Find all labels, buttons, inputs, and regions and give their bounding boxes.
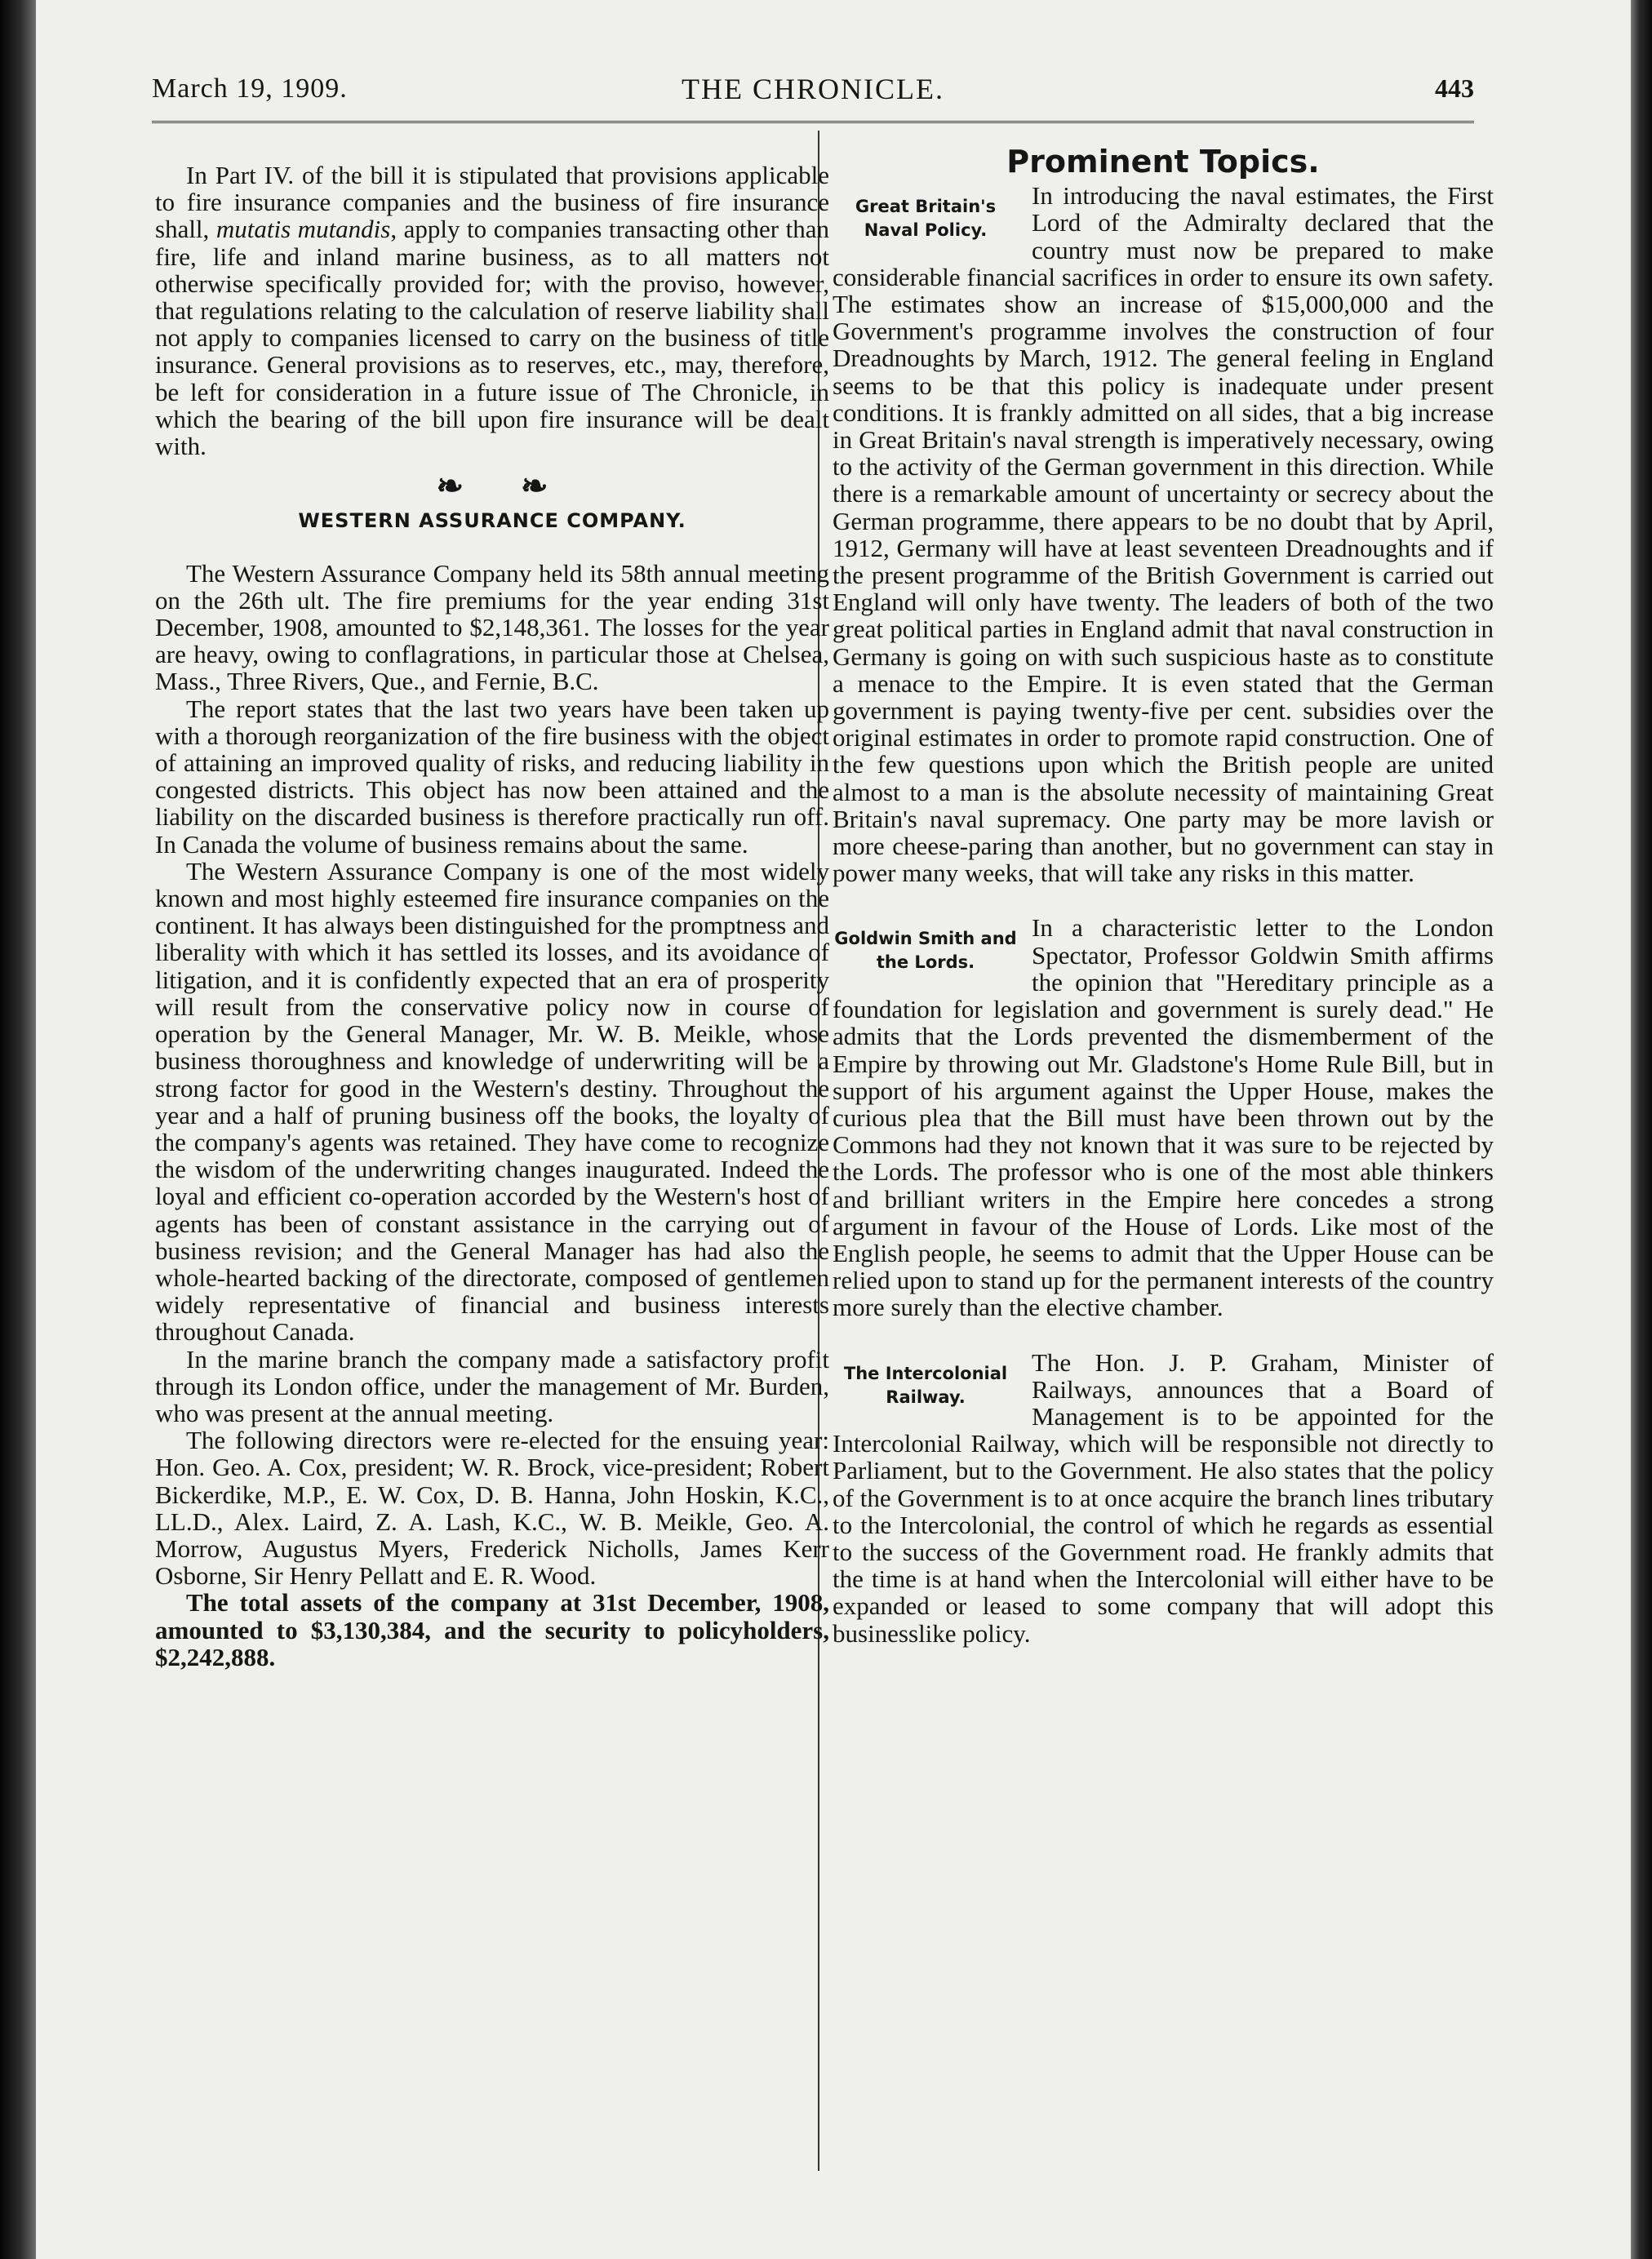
intro-text-italic: mutatis mutandis [215, 215, 391, 244]
article-paragraph: In the marine branch the company made a satisfactory profit through its London office, under the management of Mr. Burden, who was present at the annual meeting. [155, 1344, 829, 1427]
topic-block [833, 914, 1494, 1320]
publication-title: THE CHRONICLE. [682, 73, 944, 105]
article-paragraph: The report states that the last two years have been taken up with a thorough reorganization of the fire business with the object of attaining an improved quality of risks, and reducing liability in congested districts. This object has now been attained and the liability on the discarded business is therefore practically run off. In Canada the volume of business remains about the same. [155, 694, 829, 859]
issue-date: March 19, 1909. [152, 73, 348, 104]
topic-text: In introducing the naval estimates, the First Lord of the Admiralty declared that the country must now be prepared to make considerable financial sacrifices in order to ensure its own safety. The estimates show an increase of $15,000,000 and the Government's programme involves the construction of four Dreadnoughts by March, 1912. The general feeling in England seems to be that this policy is inadequate under present conditions. It is frankly admitted on all sides, that a big increase in Great Britain's naval strength is imperatively necessary, owing to the activity of the German government in this direction. While there is a remarkable amount of uncertainty or secrecy about the German programme, there appears to be no doubt that by April, 1912, Germany will have at least seventeen Dreadnoughts and if the present programme of the British Government is carried out England will only have twenty. The leaders of both of the two great political parties in England admit that naval construction in Germany is going on with such suspicious haste as to constitute a menace to the Empire. It is even stated that the German government is paying twenty-five per cent. subsidies over the original estimates in order to promote rapid construction. One of the few questions upon which the British people are united almost to a man is the absolute necessity of maintaining Great Britain's naval supremacy. One party may be more lavish or more cheese-paring than another, but no government can stay in power many weeks, that will take any risks in this matter. [833, 181, 1494, 888]
page-header [152, 72, 1474, 114]
topic-block [833, 182, 1494, 886]
topic-sidehead: Great Britain's Naval Policy. [855, 197, 997, 241]
topic-sidehead: Goldwin Smith and the Lords. [834, 929, 1017, 973]
topic-text: In a characteristic letter to the London Spectator, Professor Goldwin Smith affirms the opinion that "Hereditary principle as a foundation for legislation and government is surely dead." He admits that the Lords prevented the dismemberment of the Empire by throwing out Mr. Gladstone's Home Rule Bill, but in support of his argument against the Upper House, makes the curious plea that the Bill must have been thrown out by the Commons had they not known that it was sure to be rejected by the Lords. The professor who is one of the most able thinkers and brilliant writers in the Empire here concedes a strong argument in favour of the House of Lords. Like most of the English people, he seems to admit that the Upper House can be relied upon to stand up for the permanent interests of the country more surely than the elective chamber. [833, 913, 1494, 1322]
article-paragraph: The total assets of the company at 31st December, 1908, amounted to $3,130,384, and the security to policyholders, $2,242,888. [155, 1588, 829, 1671]
scan-shadow-right [1631, 0, 1652, 2259]
topic-sidehead: The Intercolonial Railway. [843, 1363, 1008, 1407]
intro-text-b: , apply to companies transacting other than fire, life and inland marine business, as to all matters not otherwise specifically provided for; with the proviso, however, that regulations relating to the calculation of reserve liability shall not apply to companies licensed to carry on the business of title insurance. General provisions as to reserves, etc., may, therefore, be left for consideration in a future issue of The Chronicle, in which the bearing of the bill upon fire insurance will be dealt with. [155, 215, 829, 461]
header-rule [152, 121, 1474, 123]
article-paragraph: The Western Assurance Company held its 58th annual meeting on the 26th ult. The fire premiums for the year ending 31st December, 1908, amounted to $2,148,361. The losses for the year are heavy, owing to conflagrations, in particular those at Chelsea, Mass., Three Rivers, Que., and Fernie, B.C. [155, 558, 829, 696]
right-column [833, 144, 1494, 1675]
intro-text-a: In Part IV. of the bill it is stipulated that provisions applicable to fire insurance companies and the business of fire insurance shall, [155, 161, 829, 244]
scan-shadow-left [0, 0, 36, 2259]
page-number: 443 [1435, 73, 1474, 103]
topic-block [833, 1349, 1494, 1647]
article-paragraph: The following directors were re-elected for the ensuing year: Hon. Geo. A. Cox, president; W. R. Brock, vice-president; Robert Bickerdike, M.P., E. W. Cox, D. B. Hanna, John Hoskin, K.C., LL.D., Alex. Laird, Z. A. Lash, K.C., W. B. Meikle, Geo. A. Morrow, Augustus Myers, Frederick Nicholls, James Kerr Osborne, Sir Henry Pellatt and E. R. Wood. [155, 1426, 829, 1591]
intro-paragraph [155, 162, 829, 459]
column-heading: Prominent Topics. [1006, 144, 1320, 180]
article-paragraph: The Western Assurance Company is one of the most widely known and most highly esteemed fire insurance companies on the continent. It has always been distinguished for the promptness and liberality with which it has settled its losses, and its avoidance of litigation, and it is confidently expected that an era of prosperity will result from the conservative policy now in course of operation by the General Manager, Mr. W. B. Meikle, whose business thoroughness and knowledge of underwriting will be a strong factor for good in the Western's destiny. Throughout the year and a half of pruning business off the books, the loyalty of the company's agents was retained. They have come to recognize the wisdom of the underwriting changes inaugurated. Indeed the loyal and efficient co-operation accorded by the Western's host of agents has been of constant assistance in the carrying out of business revision; and the General Manager has had also the whole-hearted backing of the directorate, composed of gentlemen widely representative of financial and business interests throughout Canada. [155, 856, 829, 1347]
section-heading: WESTERN ASSURANCE COMPANY. [298, 509, 686, 533]
topic-text: The Hon. J. P. Graham, Minister of Railways, announces that a Board of Management is to be appointed for the Intercolonial Railway, which will be responsible not directly to Parliament, but to the Government. He also states that the policy of the Government is to at once acquire the branch lines tributary to the Intercolonial, the control of which he regards as essential to the success of the Government road. He frankly admits that the time is at hand when the Intercolonial will either have to be expanded or leased to some company that will adopt this businesslike policy. [833, 1347, 1494, 1648]
section-ornament: ❧ ❧ [436, 468, 573, 505]
left-column [155, 162, 829, 1671]
